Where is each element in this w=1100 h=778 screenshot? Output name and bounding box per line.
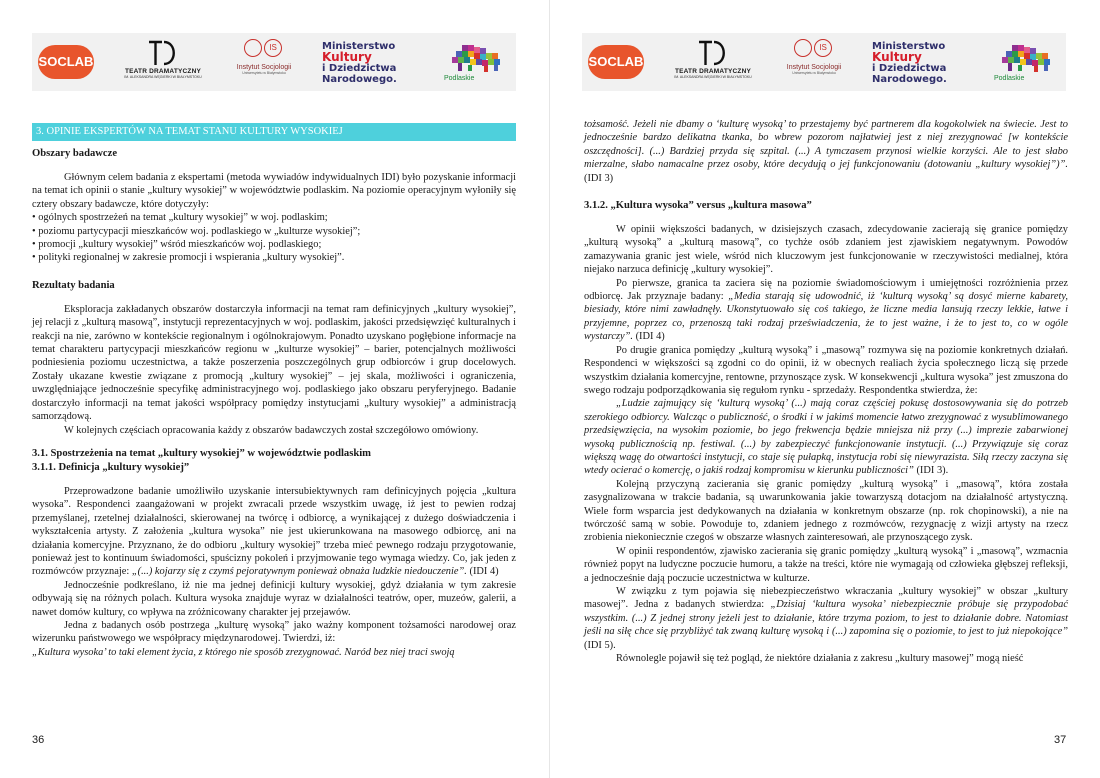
paragraph-text: W związku z tym pojawia się niebezpieczeństwo wkraczania „kultury wysokiej” w obszar „kultury masowej”. Jedna z badanych stwierdza: [584, 586, 1068, 611]
paragraph: W opinii większości badanych, w dzisiejszych czasach, zdecydowanie zacierają się granice pomiędzy „kulturą wysoką” a „kulturą masową”, co tychże osób zdaniem jest zjawiskiem negatywnym. Powodów zamazywania granic jest wiele, wśród nich kluczowym jest funkcjonowanie w rzeczywistości medialnej, która niejako narzuca definicję „kultury wysokiej”. [584, 224, 1068, 276]
right-page [550, 0, 1100, 778]
logo-bar [582, 33, 1066, 91]
teatr-name: TEATR DRAMATYCZNY [124, 68, 202, 75]
instytut-name: Instytut Socjologii [236, 64, 292, 71]
quote: „Dzisiaj ‘kultura wysoka’ niebezpiecznie próbuje się przypodobać wszystkim. (...) Z jednej strony jeżeli jest to działanie, które trzyma poziom, to jest to działanie dobre. Natomiast jeśli na siłę chce się przybliżyć tak zwaną kulturę wysoką i (...) zapomina się o poziomie, to jest to już niepokojące” [584, 599, 1068, 638]
bullet-item: • promocji „kultury wysokiej” wśród mieszkańców woj. podlaskiego; [32, 239, 322, 251]
paragraph [584, 277, 1068, 344]
citation: (IDI 4) [466, 566, 499, 578]
heading-3-1-2: 3.1.2. „Kultura wysoka” versus „kultura masowa” [584, 200, 812, 212]
section-heading: 3. OPINIE EKSPERTÓW NA TEMAT STANU KULTURY WYSOKIEJ [32, 123, 516, 141]
bullet-item: • poziomu partycypacji mieszkańców woj. podlaskiego w „kulturze wysokiej”; [32, 225, 361, 237]
podlaskie-label: Podlaskie [444, 75, 475, 82]
heading-3-1: 3.1. Spostrzeżenia na temat „kultury wysokiej” w województwie podlaskim [32, 447, 371, 459]
page-number: 37 [1054, 734, 1067, 746]
teatr-dramatyczny-logo [118, 39, 208, 87]
bison-mosaic-icon [444, 41, 510, 75]
citation: (IDI 5). [584, 639, 616, 651]
ministerstwo-line-3: i Dziedzictwa [872, 63, 947, 74]
page-number: 36 [32, 734, 45, 746]
ministerstwo-logo [322, 41, 422, 87]
teatr-subtitle: IM. ALEKSANDRA WĘGIERKI W BIAŁYMSTOKU [124, 75, 202, 79]
bison-mosaic-icon [994, 41, 1060, 75]
paragraph: Jedna z badanych osób postrzega „kulturę wysoką” jako ważny komponent tożsamości narodowej oraz wizerunku państwowego we współpracy międzynarodowej. Twierdzi, iż: [32, 619, 516, 645]
podlaskie-logo [994, 41, 1060, 87]
podlaskie-label: Podlaskie [994, 75, 1025, 82]
quote: tożsamość. Jeżeli nie dbamy o ‘kulturę wysoką’ to przestajemy być partnerem dla kogokolwiek na świecie. Jest to jednocześnie bardzo delikatna tkanka, bo wbrew pozorom najłatwiej jest z niej zrezygnować [w kontekście oszczędności]. (...) Bardziej przyda się szpital. (...) A tymczasem przynosi wielkie korzyści. Ale to jest słabo mierzalne, słabo namacalne przez osoby, które decydują o jej funkcjonowaniu (dotowaniu „kultury wysokiej”)”. [584, 119, 1068, 171]
heading-rezultaty: Rezultaty badania [32, 279, 115, 291]
ministerstwo-line-1: Ministerstwo [872, 41, 946, 52]
paragraph [584, 585, 1068, 652]
quote: „(...) kojarzy się z czymś pejoratywnym ponieważ obnaża ludzkie niedouczenie”. [131, 566, 467, 578]
instytut-circle-right-icon: IS [814, 39, 832, 57]
paragraph-text: Po pierwsze, granica ta zaciera się na poziomie świadomościowym i umiejętności rozróżnienia przez odbiorcę. Jak przyznaje badany: [584, 277, 1068, 303]
ministerstwo-line-4: Narodowego. [322, 74, 397, 85]
paragraph: Głównym celem badania z ekspertami (metoda wywiadów indywidualnych IDI) było pozyskanie informacji na temat ich opinii o stanie „kultury wysokiej” w województwie podlaskim. Na poziomie operacyjnym wyłoniły się cztery obszary badawcze, które dotyczyły: [32, 172, 516, 210]
logo-bar [32, 33, 516, 91]
instytut-name: Instytut Socjologii [786, 64, 842, 71]
bullet-item: • ogólnych spostrzeżeń na temat „kultury wysokiej” w woj. podlaskim; [32, 212, 328, 224]
soclab-logo: SOCLAB [38, 45, 94, 79]
quote: „Ludzie zajmujący się ‘kulturą wysoką’ (...) mają coraz częściej pokusę dostosowywania się do potrzeb szerokiego odbiorcy. Walcząc o publiczność, o środki i w jakimś momencie łatwo zrezygnować z wysublimowanego przedsięwzięcia, na wysokim poziomie, bo jego frekwencja będzie mniejsza niż przy (...) imprezie zabarwionej wysoką publicznością np. festiwal. (...) by zabezpieczyć funkcjonowanie instytucji. (...) Przywiązuje się coraz większą wagę do otwartości instytucji, co staje się pułapką, instytucja robi się niewyrazista. Siłą rzeczy zaczyna się wtedy ocierać o komercję, o jakiś rodzaj kompromisu w kierunku publiczności” [584, 398, 1068, 477]
instytut-circle-left-icon [244, 39, 262, 57]
instytut-subtitle: Uniwersytetu w Białymstoku [792, 71, 836, 75]
teatr-subtitle: IM. ALEKSANDRA WĘGIERKI W BIAŁYMSTOKU [674, 75, 752, 79]
citation: (IDI 3) [584, 172, 614, 184]
instytut-subtitle: Uniwersytetu w Białymstoku [242, 71, 286, 75]
instytut-socjologii-logo [232, 39, 296, 87]
paragraph: Jednocześnie podkreślano, iż nie ma jednej definicji kultury wysokiej, gdyż działania w tym zakresie odbywają się na różnych polach. Kultura wysoka znajduje wyraz w działalności teatrów, oper, muzeów, galerii, a nawet domów kultury, co wpływa na zróżnicowany charakter jej przejawów. [32, 579, 516, 618]
paragraph: Równolegle pojawił się też pogląd, że niektóre działania z zakresu „kultury masowej” mogą nieść [616, 653, 1024, 665]
ministerstwo-line-1: Ministerstwo [322, 41, 396, 52]
instytut-socjologii-logo [782, 39, 846, 87]
instytut-circle-left-icon [794, 39, 812, 57]
ministerstwo-line-4: Narodowego. [872, 74, 947, 85]
paragraph: W kolejnych częściach opracowania każdy z obszarów badawczych został szczegółowo omówiony. [64, 424, 479, 436]
right-page-body [584, 118, 1068, 665]
paragraph [32, 485, 516, 579]
paragraph: Eksploracja zakładanych obszarów dostarczyła informacji na temat ram definicyjnych „kultury wysokiej”, jej relacji z „kulturą masową”, instytucji reprezentacyjnych w woj. podlaskim, jakości przedsięwzięć kulturalnych i reakcji na nie, zarówno w kontekście regionalnym i ogólnokrajowym. Ponadto uzyskano pogłębione informacje na temat charakteru partycypacji mieszkańców regionu w „kulturze wysokiej” – barier, potencjalnych możliwości podniesienia poziomu uczestnictwa, a także poszerzenia poszczególnych grup odbiorców i grup docelowych. Zostały ukazane kwestie związane z promocją „kultury wysokiej” – jej skala, możliwości i ograniczenia, uwzględniające jednocześnie specyfikę administracyjnego woj. podlaskiego jako obszaru peryferyjnego. Badanie dostarczyło informacji na temat jakości współpracy pomiędzy instytucjami „kultury wysokiej” a administracją samorządową. [32, 303, 516, 423]
citation: (IDI 4) [632, 331, 665, 343]
heading-3-1-1: 3.1.1. Definicja „kultury wysokiej” [32, 461, 190, 473]
teatr-mark-icon [696, 39, 730, 67]
teatr-name: TEATR DRAMATYCZNY [674, 68, 752, 75]
heading-obszary: Obszary badawcze [32, 148, 118, 159]
quote: „Media starają się udowodnić, iż ‘kulturą wysoką’ są dosyć mierne kabarety, biesiady, które nimi zawładnęły. Ukonstytuowało się coś takiego, że liczne media lansują rzeczy lekkie, łatwe i przyjemne, poprzez co, przenoszą taki rodzaj przeświadczenia, że to jest ważne, i że to jest to, co w ogóle wystarczy”. [584, 291, 1069, 343]
soclab-logo: SOCLAB [588, 45, 644, 79]
ministerstwo-line-3: i Dziedzictwa [322, 63, 397, 74]
teatr-dramatyczny-logo [668, 39, 758, 87]
podlaskie-logo [444, 41, 510, 87]
ministerstwo-line-2: Kultury [872, 50, 922, 64]
quote-continuation [584, 118, 1068, 185]
paragraph: Po drugie granica pomiędzy „kulturą wysoką” i „masową” rozmywa się na poziomie konkretnych działań. Respondenci w większości są zgodni co do opinii, iż w obecnych realiach życia społecznego liczą się przede wszystkim działania komercyjne, rentowne, przynoszące zysk. W konsekwencji „kultura wysoka” jest zmuszona do swego rodzaju podporządkowania się regułom rynku - sprzedaży. Respondentka stwierdza, że: [584, 344, 1068, 396]
ministerstwo-logo [872, 41, 972, 87]
instytut-circle-right-icon: IS [264, 39, 282, 57]
block-quote [584, 397, 1068, 477]
paragraph-text: Przeprowadzone badanie umożliwiło uzyskanie intersubiektywnych ram definicyjnych pojęcia „kultura wysoka”. Respondenci zaangażowani w projekt zwracali przede wszystkim uwagę, iż jest to pewien rodzaj przemyślanej, rzetelnej działalności, skierowanej na twórcę i odbiorcę, a wynikającej z dużego doświadczenia i wykształcenia artysty. Z założenia „kultura wysoka” nie jest ukierunkowana na masowego odbiorcę, ani na działania komercyjne. Przyznano, że do odbioru „kultury wysokiej” trzeba mieć pewnego rodzaju przygotowanie, ponieważ jest to kontinuum świadomości, spuścizny pokoleń i przyjmowanie tego wymaga wiedzy. Co, jak jeden z rozmówców przyznaje: [32, 485, 516, 578]
ministerstwo-line-2: Kultury [322, 50, 372, 64]
paragraph: Kolejną przyczyną zacierania się granic pomiędzy „kulturą wysoką” i „masową”, która została zasygnalizowana w trakcie badania, są uwarunkowania jakie towarzyszą dotacjom na działalność artystyczną. Wiele form wsparcia jest dedykowanych na działania w konkretnym obszarze (np. rok chopinowski), a nie na twórczość samą w sobie. Powoduje to, zdaniem jednego z rozmówców, rezygnację z wizji artysty na rzecz zrobienia niekoniecznie czegoś w obszarze własnych zainteresowań, ale przynoszącego zysk. [584, 478, 1068, 544]
teatr-mark-icon [146, 39, 180, 67]
citation: (IDI 3). [913, 465, 949, 477]
paragraph: W opinii respondentów, zjawisko zacierania się granic pomiędzy „kulturą wysoką” i „masową”, wzmacnia również popyt na ludyczne poczucie humoru, a także na treści, które nie wymagają od człowieka głębszej refleksji, a jednocześnie dają poczucie uczestnictwa w kulturze. [584, 545, 1068, 584]
left-page-body [32, 123, 516, 659]
bullet-item: • polityki regionalnej w zakresie promocji i wspierania „kultury wysokiej”. [32, 252, 345, 264]
quote: „Kultura wysoka’ to taki element życia, z którego nie sposób zrezygnować. Naród bez niej traci swoją [32, 646, 455, 658]
